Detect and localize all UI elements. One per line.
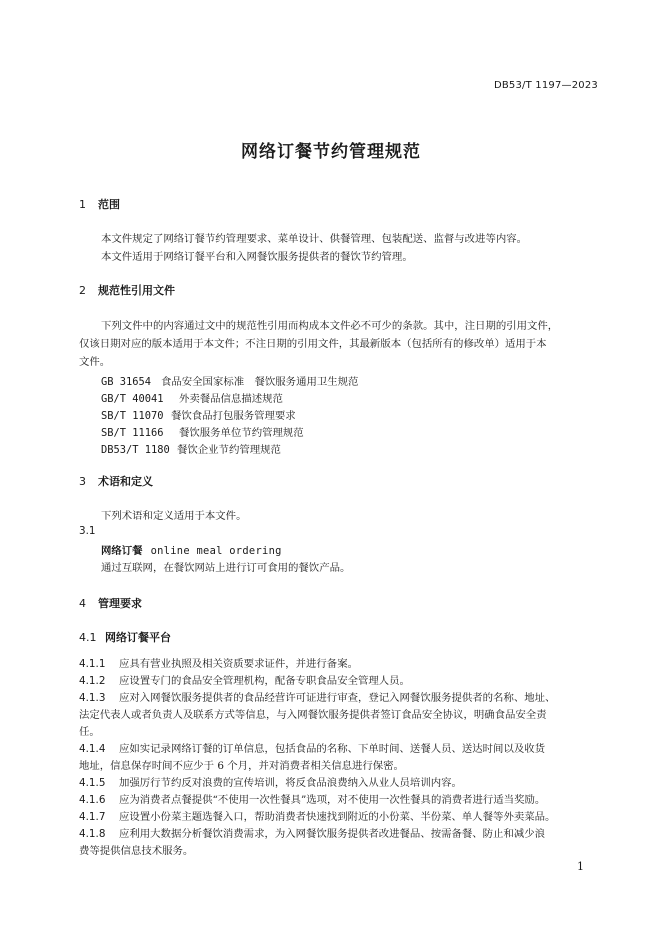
term-name-en: online meal ordering: [150, 545, 282, 557]
clause-number: 4.1.3: [79, 692, 106, 704]
clause-4-1-3: [79, 689, 555, 704]
reference-item: [101, 438, 281, 457]
section-title: 范围: [98, 198, 120, 211]
reference-title: 外卖餐品信息描述规范: [179, 393, 283, 405]
clause-text: 应对入网餐饮服务提供者的食品经营许可证进行审查，登记入网餐饮服务提供者的名称、地址、: [119, 692, 556, 704]
paragraph: 下列文件中的内容通过文中的规范性引用而构成本文件必不可少的条款。其中，注日期的引用文件，: [101, 320, 559, 332]
page-number: 1: [577, 860, 584, 873]
clause-4-1-4: [79, 740, 545, 755]
document-title: 网络订餐节约管理规范: [241, 142, 421, 162]
reference-title: 餐饮食品打包服务管理要求: [171, 410, 296, 422]
clause-4-1-8: [79, 825, 545, 840]
reference-code: GB 31654: [101, 376, 152, 388]
subsection-number: 4.1: [79, 631, 97, 644]
section-3-heading: [79, 473, 153, 489]
clause-continuation: 地址，信息保存时间不应少于 6 个月，并对消费者相关信息进行保密。: [79, 760, 404, 772]
paragraph: 本文件适用于网络订餐平台和入网餐饮服务提供者的餐饮节约管理。: [101, 251, 413, 263]
clause-number: 4.1.4: [79, 743, 106, 755]
clause-continuation: 费等提供信息技术服务。: [79, 845, 194, 857]
clause-continuation: 法定代表人或者负责人及联系方式等信息，与入网餐饮服务提供者签订食品安全协议，明确食品安全责: [79, 709, 547, 721]
clause-number: 4.1.7: [79, 811, 106, 823]
section-title: 术语和定义: [98, 475, 153, 488]
section-number: 4: [79, 597, 86, 610]
section-title: 规范性引用文件: [98, 284, 175, 297]
clause-number: 4.1.5: [79, 777, 106, 789]
clause-text: 应如实记录网络订餐的订单信息，包括食品的名称、下单时间、送餐人员、送达时间以及收货: [119, 743, 546, 755]
clause-number: 4.1.2: [79, 675, 106, 687]
section-number: 2: [79, 284, 86, 297]
paragraph-continuation: 仅该日期对应的版本适用于本文件；不注日期的引用文件，其最新版本（包括所有的修改单）适用于本: [79, 338, 547, 350]
term-heading: [101, 542, 282, 557]
section-2-heading: [79, 282, 175, 298]
clause-4-1-5: [79, 774, 462, 789]
section-1-heading: [79, 196, 120, 212]
clause-text: 应为消费者点餐提供“不使用一次性餐具”选项，对不使用一次性餐具的消费者进行适当奖励。: [119, 794, 546, 806]
subsection-title: 网络订餐平台: [105, 631, 171, 644]
reference-code: DB53/T 1180: [101, 444, 170, 456]
reference-code: GB/T 40041: [101, 393, 164, 405]
clause-4-1-6: [79, 791, 545, 806]
clause-4-1-7: [79, 808, 555, 823]
section-title: 管理要求: [98, 597, 142, 610]
document-number: DB53/T 1197—2023: [493, 80, 598, 91]
clause-text: 加强厉行节约反对浪费的宣传培训，将反食品浪费纳入从业人员培训内容。: [119, 777, 462, 789]
clause-number: 4.1.8: [79, 828, 106, 840]
subsection-heading: [79, 629, 171, 645]
section-number: 1: [79, 198, 86, 211]
reference-title: 食品安全国家标准 餐饮服务通用卫生规范: [161, 376, 359, 388]
clause-continuation: 任。: [79, 726, 100, 738]
clause-number: 4.1.6: [79, 794, 106, 806]
clause-text: 应具有营业执照及相关资质要求证件，并进行备案。: [119, 658, 358, 670]
reference-title: 餐饮服务单位节约管理规范: [179, 427, 304, 439]
reference-title: 餐饮企业节约管理规范: [177, 444, 281, 456]
term-name-cn: 网络订餐: [101, 545, 143, 557]
clause-text: 应设置专门的食品安全管理机构，配备专职食品安全管理人员。: [119, 675, 410, 687]
reference-code: SB/T 11166: [101, 427, 164, 439]
clause-4-1-2: [79, 672, 410, 687]
paragraph: 下列术语和定义适用于本文件。: [101, 510, 247, 522]
clause-text: 应利用大数据分析餐饮消费需求，为入网餐饮服务提供者改进餐品、按需备餐、防止和减少浪: [119, 828, 546, 840]
paragraph-continuation: 文件。: [79, 356, 111, 368]
clause-number: 4.1.1: [79, 658, 106, 670]
term-definition: 通过互联网，在餐饮网站上进行订可食用的餐饮产品。: [101, 562, 351, 574]
term-number: 3.1: [79, 525, 96, 537]
reference-code: SB/T 11070: [101, 410, 164, 422]
clause-4-1-1: [79, 655, 358, 670]
paragraph: 本文件规定了网络订餐节约管理要求、菜单设计、供餐管理、包装配送、监督与改进等内容。: [101, 233, 528, 245]
section-4-heading: [79, 595, 142, 611]
clause-text: 应设置小份菜主题选餐入口，帮助消费者快速找到附近的小份菜、半份菜、单人餐等外卖菜品。: [119, 811, 556, 823]
section-number: 3: [79, 475, 86, 488]
